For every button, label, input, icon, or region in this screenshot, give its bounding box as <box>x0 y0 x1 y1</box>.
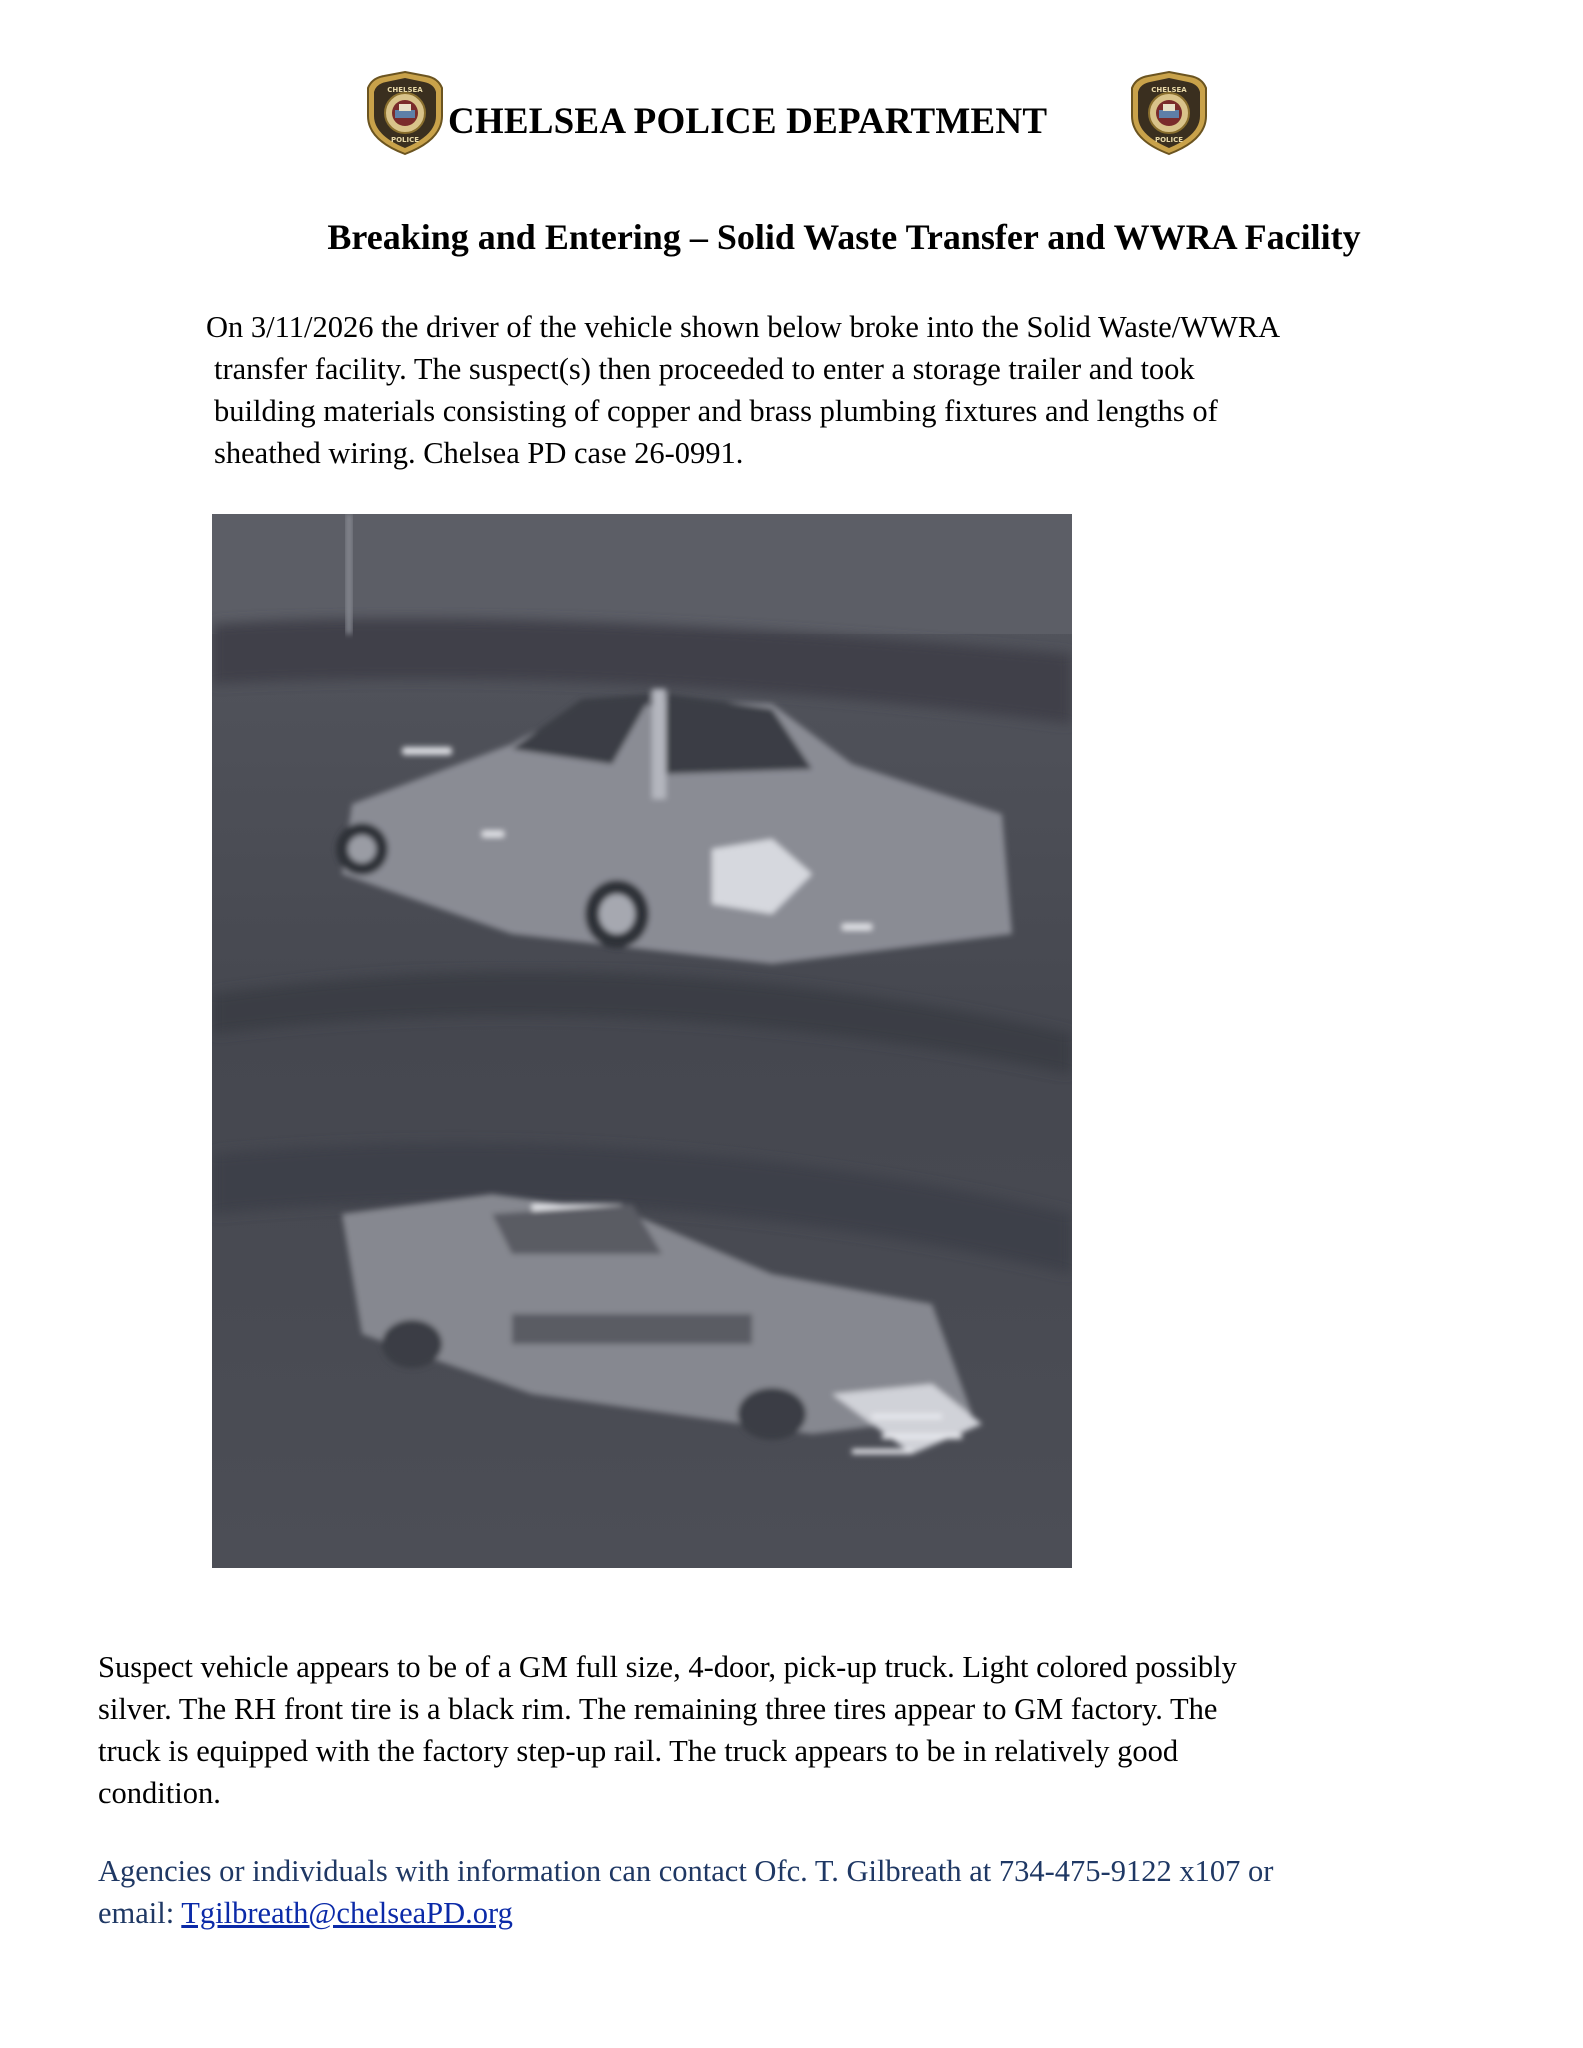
document-header <box>0 70 1583 160</box>
incident-line: transfer facility. The suspect(s) then proceeded to enter a storage trailer and took <box>214 352 1195 386</box>
description-line: condition. <box>98 1776 221 1810</box>
incident-line: sheathed wiring. Chelsea PD case 26-0991. <box>214 436 744 470</box>
email-prefix: email: <box>98 1896 182 1930</box>
svg-text:CHELSEA: CHELSEA <box>387 86 423 94</box>
surveillance-photo <box>212 514 1072 1568</box>
description-line: silver. The RH front tire is a black rim. The remaining three tires appear to GM factory. The <box>98 1692 1218 1726</box>
suspect-vehicle-image <box>212 514 1072 1568</box>
police-badge-icon <box>1128 70 1210 156</box>
department-name: CHELSEA POLICE DEPARTMENT <box>448 101 1048 142</box>
contact-email-line <box>98 1892 1518 1934</box>
incident-line: building materials consisting of copper and brass plumbing fixtures and lengths of <box>214 394 1218 428</box>
contact-line: Agencies or individuals with information can contact Ofc. T. Gilbreath at 734-475-9122 x107 or <box>98 1854 1274 1888</box>
svg-text:POLICE: POLICE <box>1154 136 1184 144</box>
contact-info <box>98 1850 1518 1934</box>
description-line: Suspect vehicle appears to be of a GM full size, 4-door, pick-up truck. Light colored possibly <box>98 1650 1237 1684</box>
incident-line: On 3/11/2026 the driver of the vehicle shown below broke into the Solid Waste/WWRA <box>206 310 1281 344</box>
vehicle-description <box>98 1646 1518 1814</box>
police-badge-icon <box>364 70 446 156</box>
svg-text:POLICE: POLICE <box>390 136 420 144</box>
bulletin-headline: Breaking and Entering – Solid Waste Transfer and WWRA Facility <box>327 217 1361 257</box>
email-link[interactable]: Tgilbreath@chelseaPD.org <box>181 1896 513 1930</box>
description-line: truck is equipped with the factory step-up rail. The truck appears to be in relatively good <box>98 1734 1179 1768</box>
svg-text:CHELSEA: CHELSEA <box>1151 86 1187 94</box>
incident-summary <box>206 306 1506 474</box>
